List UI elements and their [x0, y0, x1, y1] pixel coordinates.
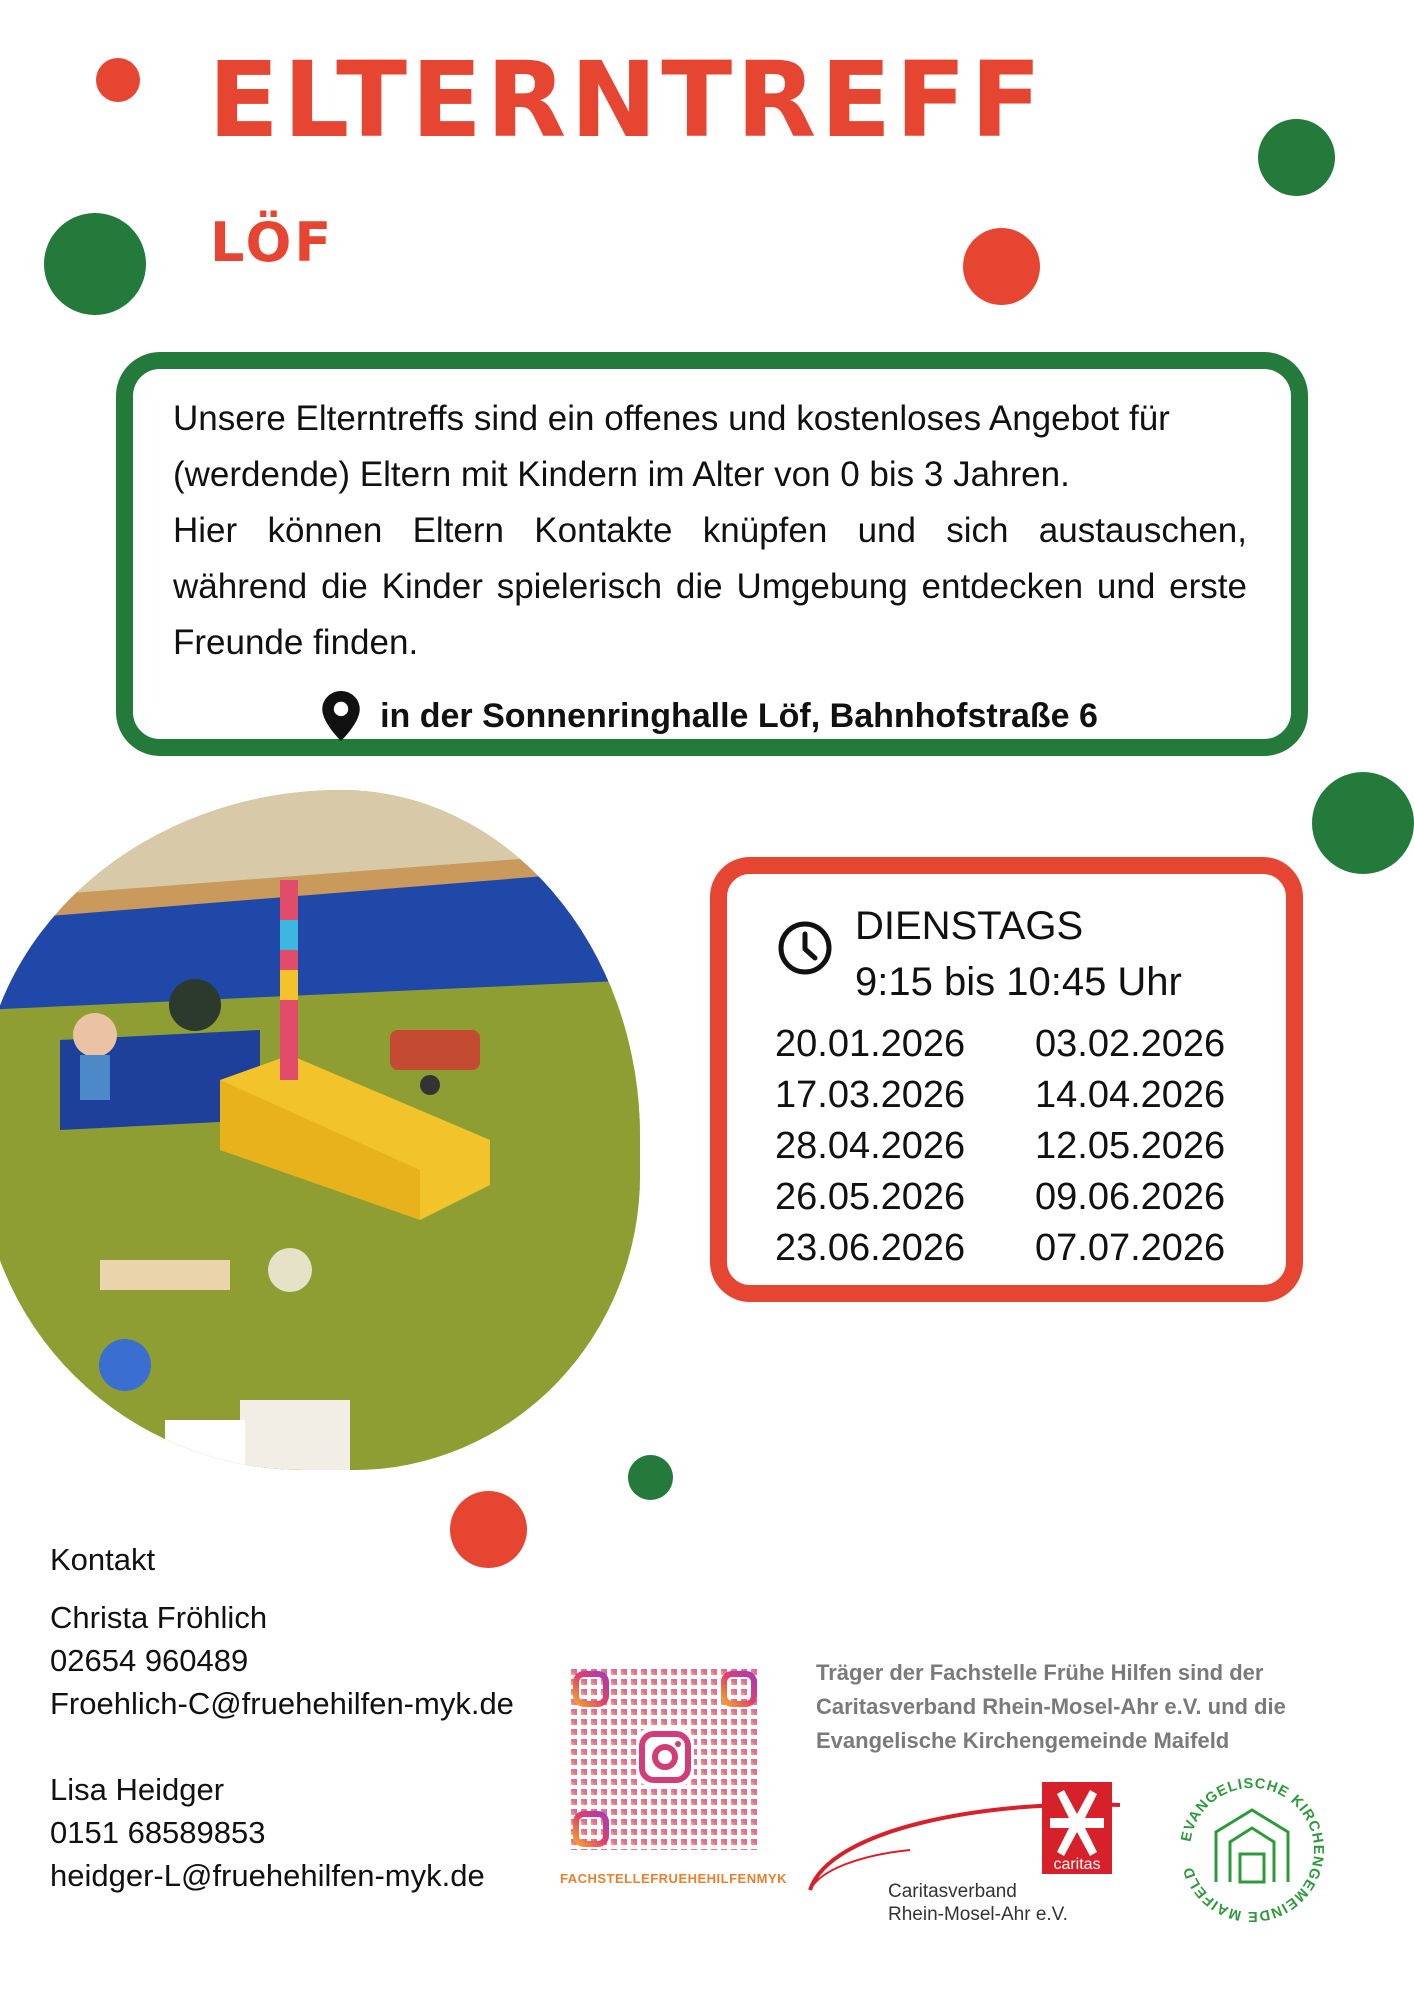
page-subtitle: LÖF	[210, 211, 335, 274]
date-item: 14.04.2026	[1035, 1074, 1226, 1116]
caritas-badge-text: caritas	[1053, 1856, 1101, 1873]
date-item: 09.06.2026	[1035, 1176, 1226, 1218]
date-item: 17.03.2026	[775, 1074, 966, 1116]
kirchengemeinde-logo	[1172, 1770, 1332, 1930]
date-item: 07.07.2026	[1035, 1227, 1226, 1269]
clock-icon	[777, 920, 833, 976]
deco-dot	[96, 58, 140, 102]
deco-dot	[963, 228, 1040, 305]
contact-spacer	[50, 1725, 514, 1768]
schedule-time: 9:15 bis 10:45 Uhr	[855, 960, 1182, 1004]
page-title: ELTERNTREFF	[208, 39, 1046, 161]
date-grid	[775, 1022, 1255, 1271]
contact-name: Christa Fröhlich	[50, 1600, 268, 1635]
date-item: 23.06.2026	[775, 1227, 966, 1269]
date-item: 20.01.2026	[775, 1023, 966, 1065]
info-paragraph: Unsere Elterntreffs sind ein offenes und kostenloses Angebot für (werdende) Eltern mit Kindern im Alter von 0 bis 3 Jahren.	[173, 399, 1170, 494]
deco-dot	[450, 1491, 527, 1568]
schedule-box	[710, 857, 1303, 1302]
deco-dot	[1312, 772, 1414, 874]
deco-dot	[628, 1455, 673, 1500]
date-item: 26.05.2026	[775, 1176, 966, 1218]
svg-text:EVANGELISCHE KIRCHENGEMEINDE M	[1179, 1776, 1326, 1924]
map-pin-icon	[322, 691, 360, 741]
contact-heading: Kontakt	[50, 1542, 156, 1577]
contact-email[interactable]: heidger-L@fruehehilfen-myk.de	[50, 1858, 485, 1893]
date-item: 28.04.2026	[775, 1125, 966, 1167]
contact-phone[interactable]: 02654 960489	[50, 1643, 249, 1678]
contact-phone[interactable]: 0151 68589853	[50, 1815, 266, 1850]
qr-code[interactable]	[570, 1668, 760, 1850]
playroom-photo	[0, 790, 640, 1470]
date-item: 12.05.2026	[1035, 1125, 1226, 1167]
contact-email[interactable]: Froehlich-C@fruehehilfen-myk.de	[50, 1686, 514, 1721]
caritas-name: Caritasverband Rhein-Mosel-Ahr e.V.	[888, 1881, 1068, 1925]
location-line	[173, 691, 1247, 741]
contact-name: Lisa Heidger	[50, 1772, 225, 1807]
deco-dot	[44, 213, 146, 315]
date-item: 03.02.2026	[1035, 1023, 1226, 1065]
schedule-day: DIENSTAGS	[855, 904, 1084, 948]
traeger-text: Träger der Fachstelle Frühe Hilfen sind der Caritasverband Rhein-Mosel-Ahr e.V. und die Evangelische Kirchengemeinde Maifeld	[816, 1660, 1286, 1753]
location-text: in der Sonnenringhalle Löf, Bahnhofstraße 6	[380, 696, 1098, 735]
info-box	[116, 352, 1308, 756]
qr-label: FACHSTELLEFRUEHEHILFENMYK	[560, 1871, 787, 1886]
info-paragraph: Hier können Eltern Kontakte knüpfen und sich austauschen, während die Kinder spielerisch die Umgebung entdecken und erste Freunde finden.	[173, 511, 1247, 662]
contact-list	[50, 1596, 514, 1897]
deco-dot	[1258, 119, 1335, 196]
kirche-ring-text: EVANGELISCHE KIRCHENGEMEINDE MAIFELD	[1178, 1775, 1327, 1925]
